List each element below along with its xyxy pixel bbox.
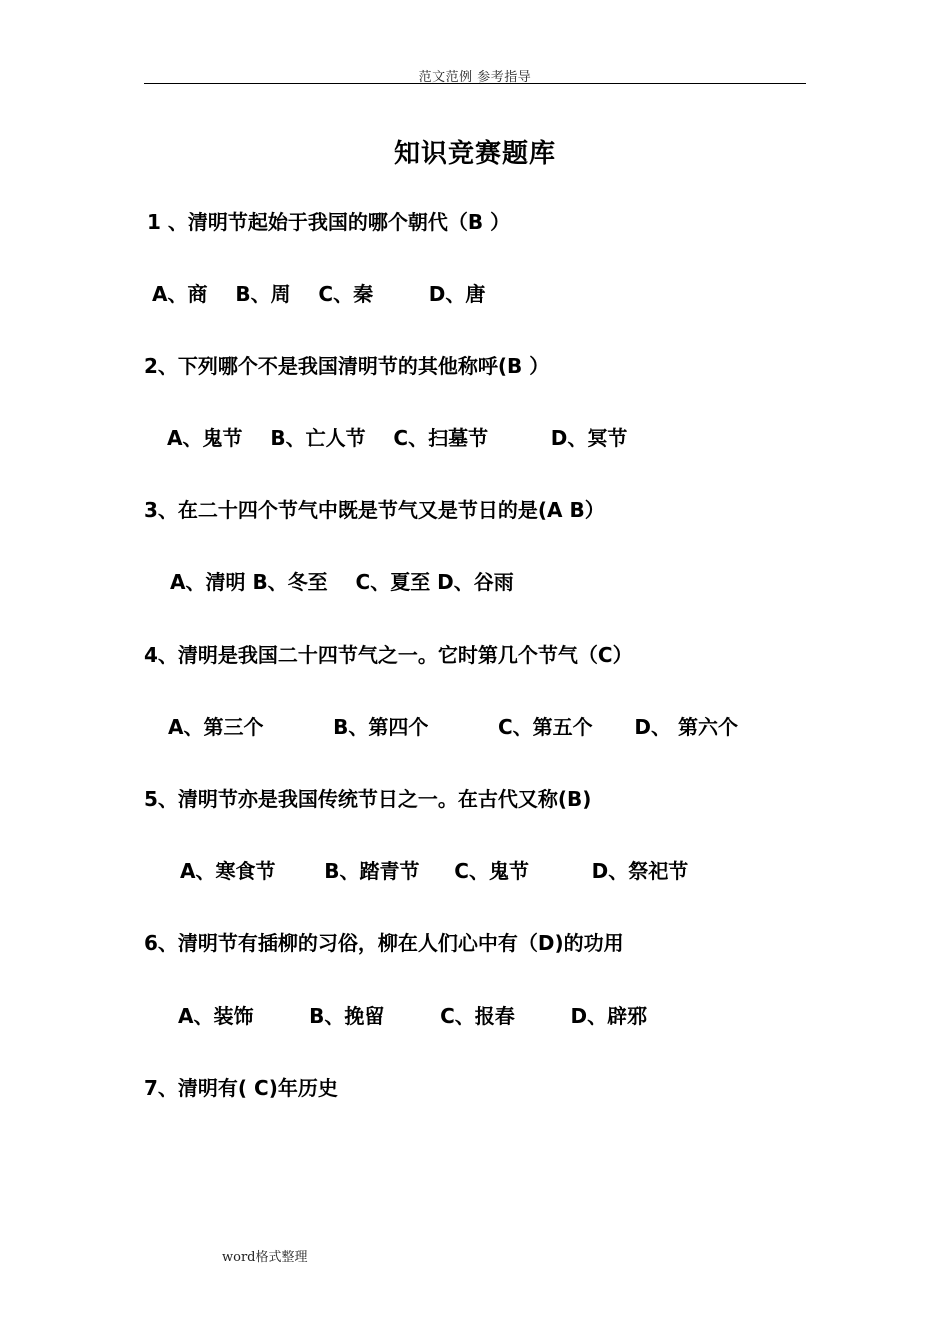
page-footer: word格式整理	[222, 1250, 308, 1265]
page-header: 范文范例 参考指导	[418, 70, 532, 85]
question-6: 6、清明节有插柳的习俗，柳在人们心中有（D)的功用	[144, 931, 624, 955]
question-1-options: A、商 B、周 C、秦 D、唐	[152, 282, 486, 306]
question-3: 3、在二十四个节气中既是节气又是节日的是(A B）	[144, 498, 605, 522]
question-1: 1 、清明节起始于我国的哪个朝代（B ）	[147, 210, 511, 234]
question-4-options: A、第三个 B、第四个 C、第五个 D、 第六个	[168, 715, 738, 739]
question-2-options: A、鬼节 B、亡人节 C、扫墓节 D、冥节	[167, 426, 628, 450]
question-5-options: A、寒食节 B、踏青节 C、鬼节 D、祭祀节	[180, 859, 689, 883]
question-5: 5、清明节亦是我国传统节日之一。在古代又称(B)	[144, 787, 592, 811]
question-4: 4、清明是我国二十四节气之一。它时第几个节气（C）	[144, 643, 633, 667]
document-title: 知识竞赛题库	[393, 139, 556, 169]
header-divider	[144, 83, 806, 84]
question-7: 7、清明有( C)年历史	[144, 1076, 338, 1100]
question-2: 2、下列哪个不是我国清明节的其他称呼(B ）	[144, 354, 550, 378]
question-3-options: A、清明 B、冬至 C、夏至 D、谷雨	[170, 570, 514, 594]
question-6-options: A、装饰 B、挽留 C、报春 D、辟邪	[178, 1004, 648, 1028]
